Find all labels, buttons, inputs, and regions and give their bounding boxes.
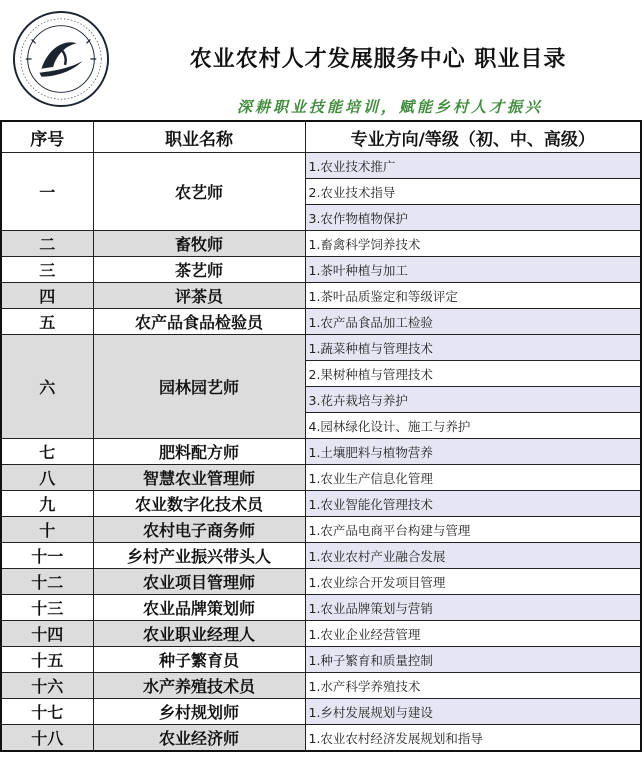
direction-item: 1.农业品牌策划与营销 — [305, 595, 641, 621]
row-number: 四 — [1, 283, 93, 309]
row-number: 八 — [1, 465, 93, 491]
profession-name: 农业品牌策划师 — [93, 595, 305, 621]
page-header — [0, 0, 644, 120]
direction-item: 1.农业技术推广 — [305, 153, 641, 179]
page-title: 农业农村人才发展服务中心 职业目录 — [189, 47, 567, 72]
table-row — [1, 153, 641, 179]
column-header-profession: 职业名称 — [93, 121, 305, 153]
slogan: 深耕职业技能培训，赋能乡村人才振兴 — [236, 98, 543, 116]
direction-item: 1.水产科学养殖技术 — [305, 673, 641, 699]
row-number: 十六 — [1, 673, 93, 699]
row-number: 七 — [1, 439, 93, 465]
table-row — [1, 257, 641, 283]
direction-item: 2.农业技术指导 — [305, 179, 641, 205]
direction-item: 1.种子繁育和质量控制 — [305, 647, 641, 673]
table-row — [1, 543, 641, 569]
direction-item: 1.乡村发展规划与建设 — [305, 699, 641, 725]
direction-item: 2.果树种植与管理技术 — [305, 361, 641, 387]
column-header-number: 序号 — [1, 121, 93, 153]
table-row — [1, 673, 641, 699]
table-row — [1, 569, 641, 595]
row-number: 一 — [1, 153, 93, 231]
table-row — [1, 335, 641, 361]
row-number: 十三 — [1, 595, 93, 621]
profession-name: 乡村产业振兴带头人 — [93, 543, 305, 569]
row-number: 十四 — [1, 621, 93, 647]
direction-item: 1.农业企业经营管理 — [305, 621, 641, 647]
table-row — [1, 491, 641, 517]
direction-item: 1.蔬菜种植与管理技术 — [305, 335, 641, 361]
row-number: 十七 — [1, 699, 93, 725]
direction-item: 1.农产品电商平台构建与管理 — [305, 517, 641, 543]
direction-item: 1.茶叶品质鉴定和等级评定 — [305, 283, 641, 309]
profession-name: 农业数字化技术员 — [93, 491, 305, 517]
profession-name: 农业职业经理人 — [93, 621, 305, 647]
direction-item: 3.农作物植物保护 — [305, 205, 641, 231]
table-row — [1, 439, 641, 465]
table-row — [1, 699, 641, 725]
profession-name: 畜牧师 — [93, 231, 305, 257]
row-number: 二 — [1, 231, 93, 257]
column-header-direction: 专业方向/等级（初、中、高级） — [305, 121, 641, 153]
row-number: 五 — [1, 309, 93, 335]
row-number: 三 — [1, 257, 93, 283]
table-row — [1, 231, 641, 257]
profession-name: 农业经济师 — [93, 725, 305, 752]
table-row — [1, 647, 641, 673]
profession-name: 肥料配方师 — [93, 439, 305, 465]
direction-item: 1.农产品食品加工检验 — [305, 309, 641, 335]
row-number: 十一 — [1, 543, 93, 569]
profession-name: 农村电子商务师 — [93, 517, 305, 543]
direction-item: 4.园林绿化设计、施工与养护 — [305, 413, 641, 439]
table-header — [1, 121, 641, 153]
direction-item: 1.土壤肥料与植物营养 — [305, 439, 641, 465]
table-row — [1, 283, 641, 309]
row-number: 十五 — [1, 647, 93, 673]
profession-name: 茶艺师 — [93, 257, 305, 283]
profession-name: 农业项目管理师 — [93, 569, 305, 595]
row-number: 十八 — [1, 725, 93, 752]
row-number: 十 — [1, 517, 93, 543]
direction-item: 3.花卉栽培与养护 — [305, 387, 641, 413]
table-row — [1, 621, 641, 647]
profession-name: 评茶员 — [93, 283, 305, 309]
profession-name: 智慧农业管理师 — [93, 465, 305, 491]
profession-name: 园林园艺师 — [93, 335, 305, 439]
profession-name: 水产养殖技术员 — [93, 673, 305, 699]
profession-name: 种子繁育员 — [93, 647, 305, 673]
direction-item: 1.农业综合开发项目管理 — [305, 569, 641, 595]
row-number: 六 — [1, 335, 93, 439]
profession-catalog-table — [0, 120, 642, 752]
direction-item: 1.农业农村经济发展规划和指导 — [305, 725, 641, 752]
direction-item: 1.农业农村产业融合发展 — [305, 543, 641, 569]
direction-item: 1.茶叶种植与加工 — [305, 257, 641, 283]
table-row — [1, 465, 641, 491]
direction-item: 1.农业智能化管理技术 — [305, 491, 641, 517]
direction-item: 1.农业生产信息化管理 — [305, 465, 641, 491]
direction-item: 1.畜禽科学饲养技术 — [305, 231, 641, 257]
profession-name: 农产品食品检验员 — [93, 309, 305, 335]
table-row — [1, 517, 641, 543]
profession-name: 乡村规划师 — [93, 699, 305, 725]
row-number: 十二 — [1, 569, 93, 595]
profession-name: 农艺师 — [93, 153, 305, 231]
table-row — [1, 309, 641, 335]
table-row — [1, 595, 641, 621]
organization-emblem-icon — [12, 10, 110, 108]
row-number: 九 — [1, 491, 93, 517]
table-body — [1, 153, 641, 752]
table-row — [1, 725, 641, 752]
